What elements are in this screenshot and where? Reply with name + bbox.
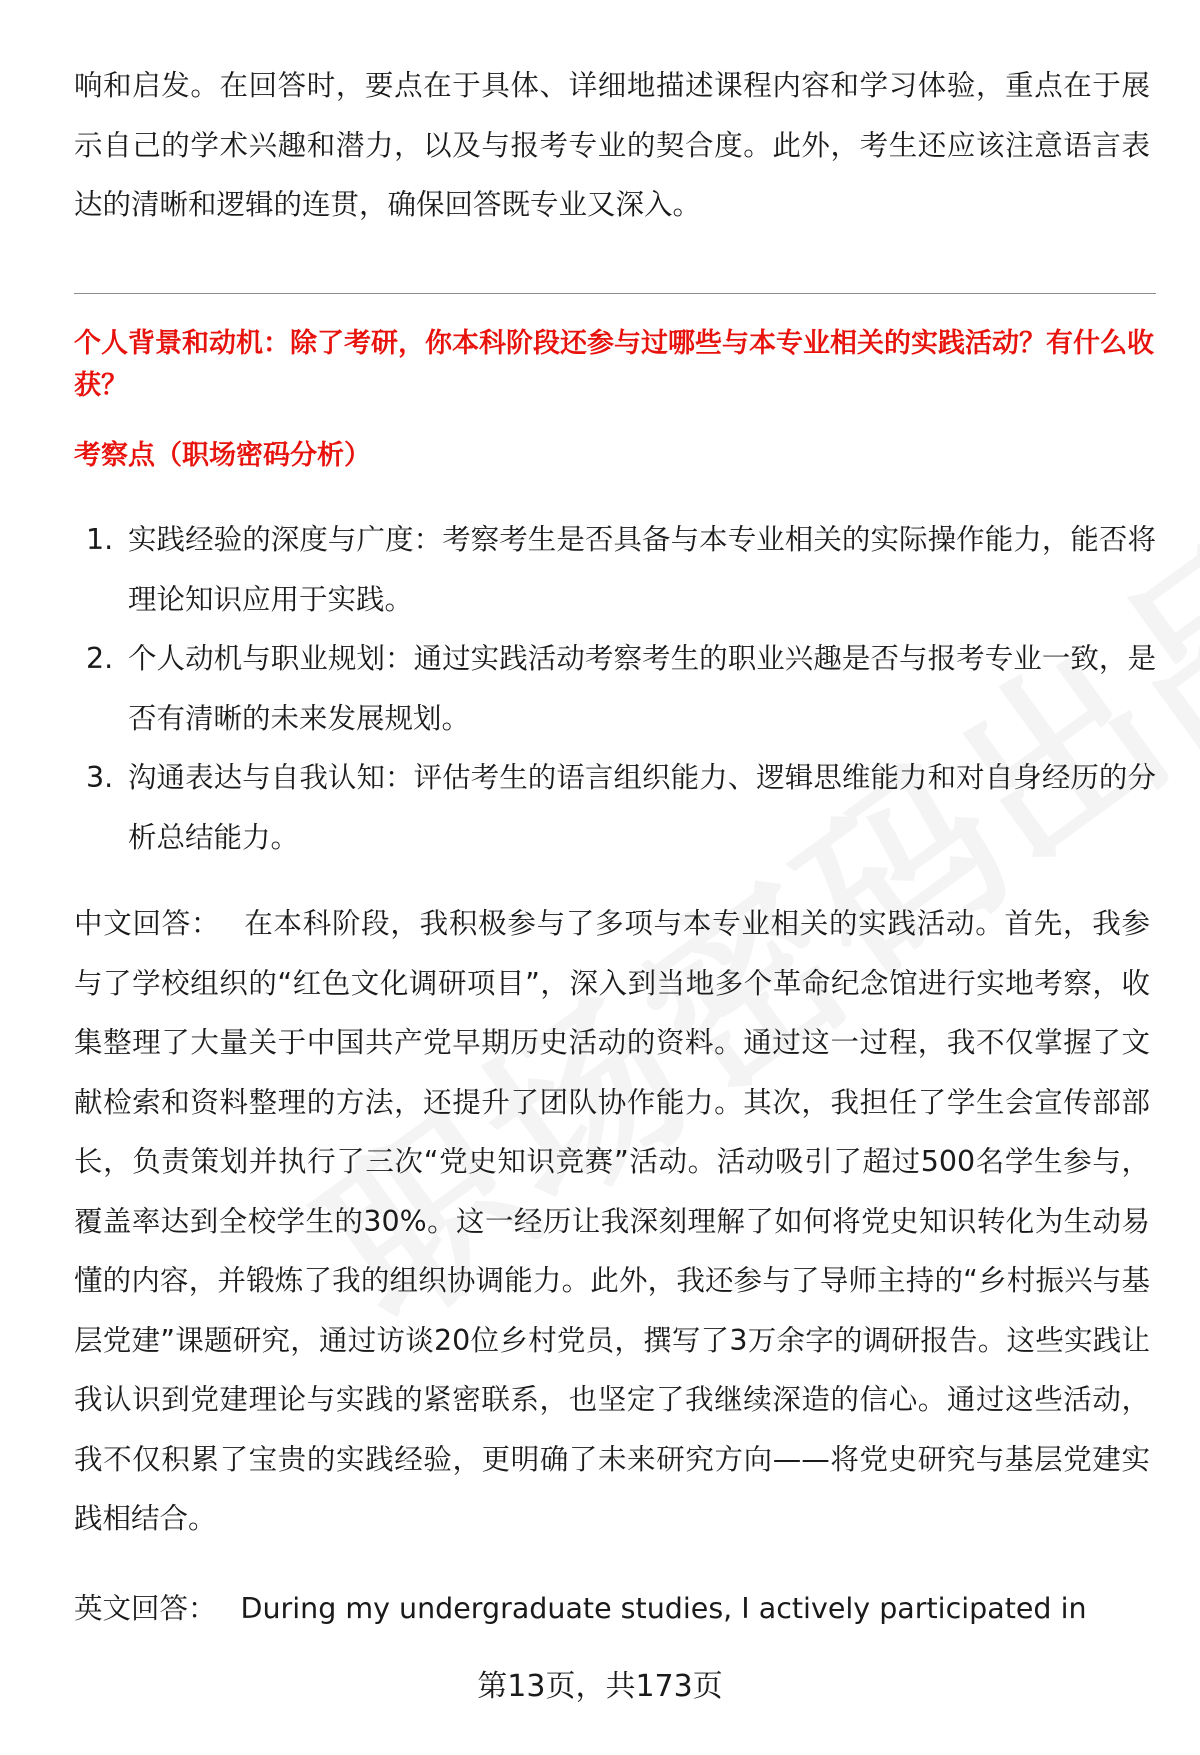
- list-item: [74, 748, 1156, 867]
- page-number: 第13页，共173页: [477, 1669, 723, 1704]
- list-item: [74, 629, 1156, 748]
- list-item: [74, 510, 1156, 629]
- list-text: 沟通表达与自我认知：评估考生的语言组织能力、逻辑思维能力和对自身经历的分析总结能力。: [128, 761, 1156, 854]
- chinese-answer: [74, 894, 1150, 1549]
- section-divider: [74, 293, 1156, 294]
- list-number: 2.: [86, 642, 114, 675]
- list-text: 个人动机与职业规划：通过实践活动考察考生的职业兴趣是否与报考专业一致，是否有清晰的未来发展规划。: [128, 642, 1156, 735]
- list-number: 1.: [86, 523, 114, 556]
- question-title: 个人背景和动机：除了考研，你本科阶段还参与过哪些与本专业相关的实践活动？有什么收获？: [74, 328, 1154, 401]
- chinese-answer-text: 在本科阶段，我积极参与了多项与本专业相关的实践活动。首先，我参与了学校组织的“红色文化调研项目”，深入到当地多个革命纪念馆进行实地考察，收集整理了大量关于中国共产党早期历史活动的资料。通过这一过程，我不仅掌握了文献检索和资料整理的方法，还提升了团队协作能力。其次，我担任了学生会宣传部部长，负责策划并执行了三次“党史知识竞赛”活动。活动吸引了超过500名学生参与，覆盖率达到全校学生的30%。这一经历让我深刻理解了如何将党史知识转化为生动易懂的内容，并锻炼了我的组织协调能力。此外，我还参与了导师主持的“乡村振兴与基层党建”课题研究，通过访谈20位乡村党员，撰写了3万余字的调研报告。这些实践让我认识到党建理论与实践的紧密联系，也坚定了我继续深造的信心。通过这些活动，我不仅积累了宝贵的实践经验，更明确了未来研究方向——将党史研究与基层党建实践相结合。: [74, 907, 1150, 1535]
- intro-paragraph: 响和启发。在回答时，要点在于具体、详细地描述课程内容和学习体验，重点在于展示自己的学术兴趣和潜力，以及与报考专业的契合度。此外，考生还应该注意语言表达的清晰和逻辑的连贯，确保回答既专业又深入。: [74, 69, 1150, 221]
- points-list: [74, 510, 1156, 867]
- english-answer-label: 英文回答：: [74, 1592, 217, 1625]
- chinese-answer-label: 中文回答：: [74, 907, 221, 940]
- points-heading: 考察点（职场密码分析）: [74, 440, 371, 471]
- english-answer-text: During my undergraduate studies, I actively participated in: [240, 1592, 1087, 1625]
- english-answer: [74, 1579, 1150, 1639]
- list-text: 实践经验的深度与广度：考察考生是否具备与本专业相关的实际操作能力，能否将理论知识应用于实践。: [128, 523, 1156, 616]
- list-number: 3.: [86, 761, 114, 794]
